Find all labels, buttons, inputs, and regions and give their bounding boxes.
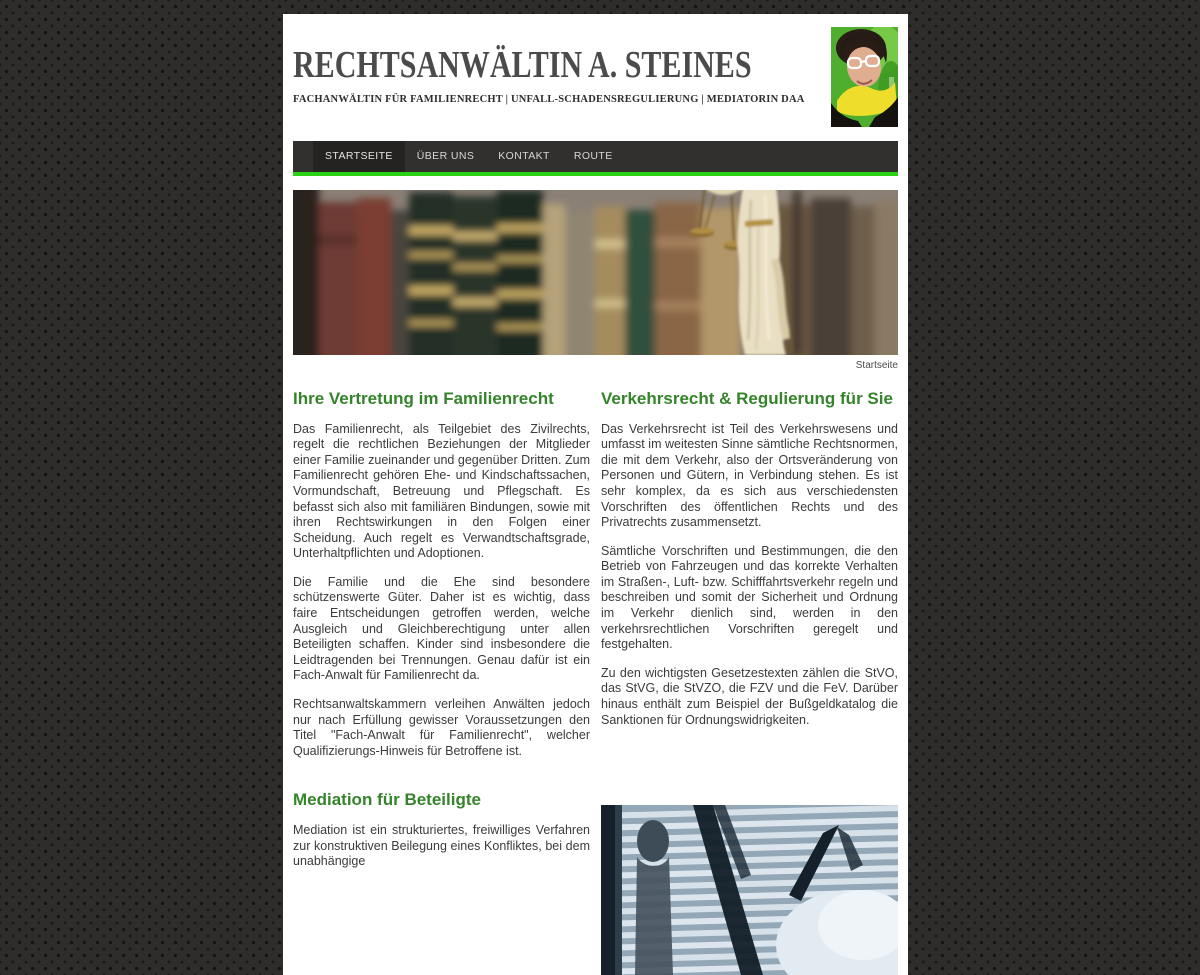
paragraph: Rechtsanwaltskammern verleihen Anwälten jedoch nur nach Erfüllung gewisser Voraussetzungen den Titel "Fach-Anwalt für Familienrecht", welcher Qualifizierungs-Hinweis für Betroffene ist. bbox=[293, 697, 590, 758]
paragraph: Die Familie und die Ehe sind besondere schützenswerte Güter. Daher ist es wichtig, dass faire Entscheidungen getroffen werden, welche Ausgleich und Gleichberechtigung unter allen Beteiligten schaffen. Kinder sind insbesondere die Leidtragenden bei Trennungen. Genau dafür ist ein Fach-Anwalt für Familienrecht da. bbox=[293, 574, 590, 683]
page-subtitle: FACHANWÄLTIN FÜR FAMILIENRECHT | UNFALL-SCHADENSREGULIERUNG | MEDIATORIN DAA bbox=[293, 93, 805, 105]
content-columns bbox=[293, 377, 898, 772]
nav-item-route[interactable]: ROUTE bbox=[573, 150, 613, 162]
nav-item-kontakt[interactable]: KONTAKT bbox=[498, 150, 550, 162]
page-title: RECHTSANWÄLTIN A. STEINES bbox=[293, 44, 752, 86]
nav-item-startseite[interactable]: STARTSEITE bbox=[313, 141, 405, 172]
mediation-section bbox=[293, 778, 898, 975]
main-navigation bbox=[293, 141, 898, 172]
hero-image-law-books-justice bbox=[293, 190, 898, 355]
heading-familienrecht: Ihre Vertretung im Familienrecht bbox=[293, 389, 554, 408]
column-familienrecht bbox=[293, 377, 590, 772]
paragraph: Mediation ist ein strukturiertes, freiwilliges Verfahren zur konstruktiven Beilegung eines Konfliktes, bei dem unabhängige bbox=[293, 822, 590, 869]
paragraph: Das Familienrecht, als Teilgebiet des Zivilrechts, regelt die rechtlichen Beziehungen der Mitglieder einer Familie zueinander und gegenüber Dritten. Zum Familienrecht gehören Ehe- und Kindschaftssachen, Vormundschaft, Betreuung und Pflegschaft. Es befasst sich also mit familiären Bindungen, sowie mit ihren Rechtswirkungen in den Folgen einer Scheidung. Auch regelt es Verwandtschaftsgrade, Unterhaltpflichten und Adoptionen. bbox=[293, 421, 590, 561]
column-mediation-image bbox=[601, 778, 898, 975]
paragraph: Das Verkehrsrecht ist Teil des Verkehrswesens und umfasst im weitesten Sinne sämtliche Rechtsnormen, die mit dem Verkehr, also der Ortsveränderung von Personen und Gütern, in Verbindung stehen. Es ist sehr komplex, da es sich aus verschiedensten Vorschriften des öffentlichen Rechts und des Privatrechts zusammensetzt. bbox=[601, 421, 898, 530]
column-verkehrsrecht bbox=[601, 377, 898, 772]
hero-caption: Startseite bbox=[855, 360, 898, 371]
site-header bbox=[293, 14, 898, 141]
mediation-image-justice-statue bbox=[601, 805, 898, 975]
column-mediation-text bbox=[293, 778, 590, 975]
heading-mediation: Mediation für Beteiligte bbox=[293, 790, 481, 810]
heading-verkehrsrecht: Verkehrsrecht & Regulierung für Sie bbox=[601, 389, 893, 408]
lawyer-portrait-photo bbox=[831, 27, 898, 127]
accent-divider bbox=[293, 172, 898, 176]
nav-item-ueber-uns[interactable]: ÜBER UNS bbox=[416, 150, 475, 162]
paragraph: Zu den wichtigsten Gesetzestexten zählen die StVO, das StVG, die StVZO, die FZV und die FeV. Darüber hinaus enthält zum Beispiel der Bußgeldkatalog die Sanktionen für Ordnungswidrigkeiten. bbox=[601, 665, 898, 727]
paragraph: Sämtliche Vorschriften und Bestimmungen, die den Betrieb von Fahrzeugen und das korrekte Verhalten im Straßen-, Luft- bzw. Schifffahrtsverkehr regeln und beschreiben und somit der Sicherheit und Ordnung im Verkehr dienlich sind, werden in den verkehrsrechtlichen Vorschriften geregelt und festgehalten. bbox=[601, 543, 898, 652]
portrait-illustration bbox=[831, 27, 898, 127]
content-wrapper bbox=[283, 14, 908, 975]
